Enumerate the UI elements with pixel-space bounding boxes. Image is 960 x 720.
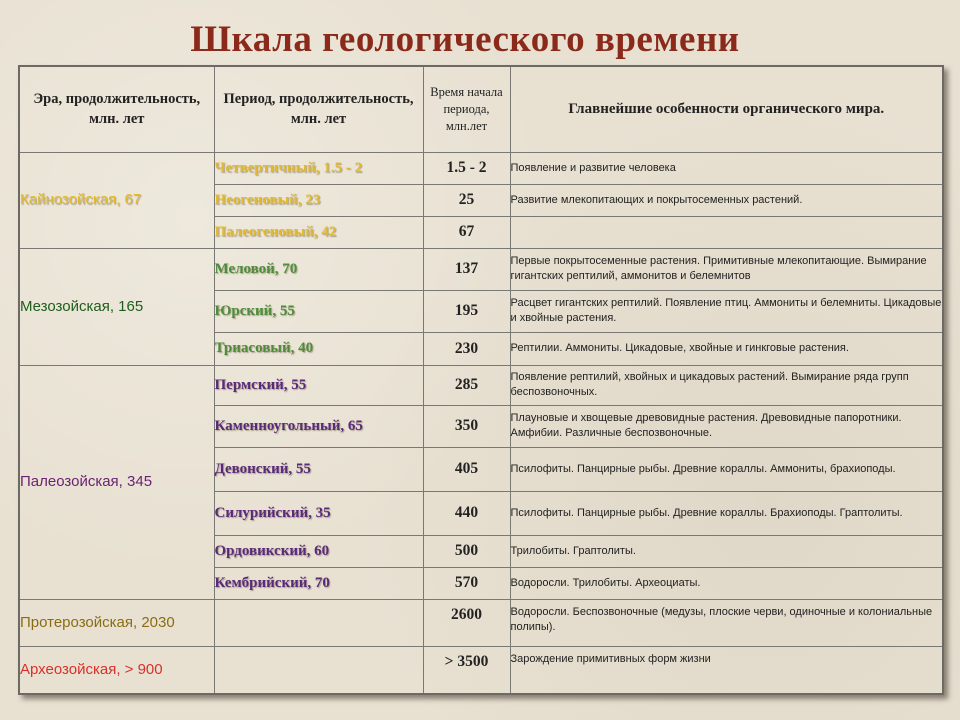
start-time-cell: 137 (423, 248, 510, 290)
features-cell: Плауновые и хвощевые древовидные растения. Древовидные папоротники. Амфибии. Различные беспозвоночные. (510, 405, 943, 447)
table-row (19, 248, 943, 290)
table-row (19, 646, 943, 694)
start-time-cell: 1.5 - 2 (423, 152, 510, 184)
header-period: Период, продолжительность, млн. лет (214, 66, 423, 152)
page-title: Шкала геологического времени (190, 19, 740, 60)
period-cell: Неогеновый, 23 (214, 184, 423, 216)
era-paleozoic: Палеозойская, 345 (19, 365, 214, 599)
features-cell: Псилофиты. Панцирные рыбы. Древние кораллы. Брахиоподы. Граптолиты. (510, 491, 943, 535)
start-time-cell: 350 (423, 405, 510, 447)
period-cell (214, 599, 423, 646)
period-cell (214, 646, 423, 694)
features-cell: Расцвет гигантских рептилий. Появление птиц. Аммониты и белемниты. Цикадовые и хвойные растения. (510, 290, 943, 332)
start-time-cell: 285 (423, 365, 510, 405)
period-cell: Триасовый, 40 (214, 332, 423, 365)
era-archeozoic: Археозойская, > 900 (19, 646, 214, 694)
header-era: Эра, продолжительность, млн. лет (19, 66, 214, 152)
features-cell (510, 216, 943, 248)
features-cell: Псилофиты. Панцирные рыбы. Древние кораллы. Аммониты, брахиоподы. (510, 447, 943, 491)
features-cell: Трилобиты. Граптолиты. (510, 535, 943, 567)
start-time-cell: 230 (423, 332, 510, 365)
period-cell: Четвертичный, 1.5 - 2 (214, 152, 423, 184)
start-time-cell: 440 (423, 491, 510, 535)
period-cell: Девонский, 55 (214, 447, 423, 491)
period-cell: Юрский, 55 (214, 290, 423, 332)
period-cell: Палеогеновый, 42 (214, 216, 423, 248)
features-cell: Зарождение примитивных форм жизни (510, 646, 943, 694)
era-cenozoic: Кайнозойская, 67 (19, 152, 214, 248)
period-cell: Силурийский, 35 (214, 491, 423, 535)
table-row (19, 152, 943, 184)
period-cell: Кембрийский, 70 (214, 567, 423, 599)
features-cell: Водоросли. Трилобиты. Археоциаты. (510, 567, 943, 599)
table-row (19, 365, 943, 405)
header-start-time: Время начала периода, млн.лет (423, 66, 510, 152)
start-time-cell: 195 (423, 290, 510, 332)
start-time-cell: 67 (423, 216, 510, 248)
geologic-time-table (18, 65, 944, 695)
period-cell: Меловой, 70 (214, 248, 423, 290)
features-cell: Появление рептилий, хвойных и цикадовых растений. Вымирание ряда групп беспозвоночных. (510, 365, 943, 405)
start-time-cell: > 3500 (423, 646, 510, 694)
features-cell: Первые покрытосеменные растения. Примитивные млекопитающие. Вымирание гигантских рептилий, аммонитов и белемнитов (510, 248, 943, 290)
header-row (19, 66, 943, 152)
start-time-cell: 405 (423, 447, 510, 491)
start-time-cell: 25 (423, 184, 510, 216)
start-time-cell: 2600 (423, 599, 510, 646)
period-cell: Ордовикский, 60 (214, 535, 423, 567)
features-cell: Появление и развитие человека (510, 152, 943, 184)
start-time-cell: 570 (423, 567, 510, 599)
table-row (19, 599, 943, 646)
start-time-cell: 500 (423, 535, 510, 567)
features-cell: Рептилии. Аммониты. Цикадовые, хвойные и гинкговые растения. (510, 332, 943, 365)
era-mesozoic: Мезозойская, 165 (19, 248, 214, 365)
header-features: Главнейшие особенности органического мира. (510, 66, 943, 152)
period-cell: Каменноугольный, 65 (214, 405, 423, 447)
era-proterozoic: Протерозойская, 2030 (19, 599, 214, 646)
features-cell: Развитие млекопитающих и покрытосеменных растений. (510, 184, 943, 216)
features-cell: Водоросли. Беспозвоночные (медузы, плоские черви, одиночные и колониальные полипы). (510, 599, 943, 646)
period-cell: Пермский, 55 (214, 365, 423, 405)
